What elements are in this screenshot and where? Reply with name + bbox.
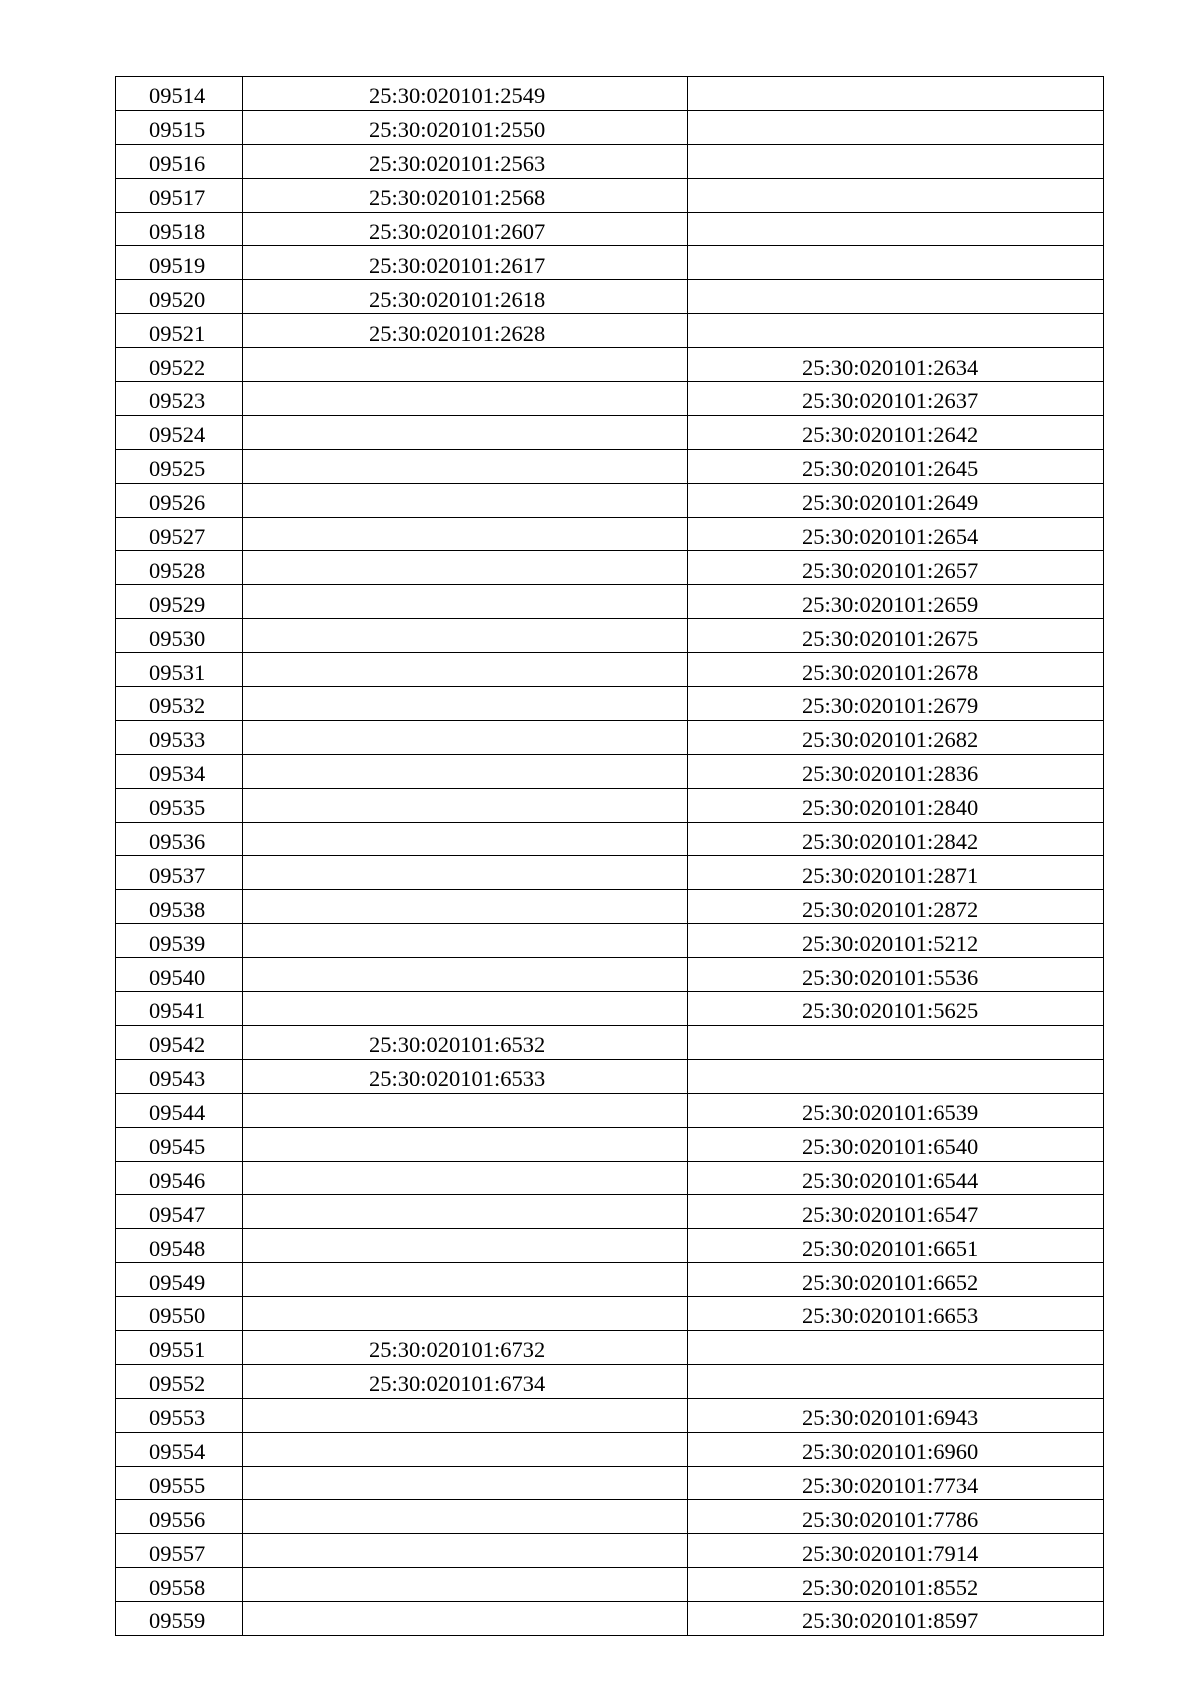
cadastral-number-cell-a bbox=[243, 1432, 688, 1466]
cadastral-number-cell-b bbox=[688, 1364, 1104, 1398]
cadastral-number-cell-a bbox=[243, 246, 688, 280]
cadastral-number-text-b: 25:30:020101:6540 bbox=[802, 1134, 979, 1159]
cadastral-number-cell-b bbox=[688, 246, 1104, 280]
row-number-text: 09547 bbox=[149, 1201, 206, 1227]
cadastral-number-cell-b bbox=[688, 754, 1104, 788]
row-number-text: 09531 bbox=[149, 659, 206, 685]
cadastral-number-text-b: 25:30:020101:2840 bbox=[802, 795, 979, 821]
cadastral-number-cell-b bbox=[688, 110, 1104, 144]
cadastral-number-cell-a bbox=[243, 890, 688, 924]
cadastral-number-cell-a bbox=[243, 1500, 688, 1534]
row-number-text: 09555 bbox=[149, 1472, 206, 1498]
cadastral-number-cell-b bbox=[688, 280, 1104, 314]
table-row bbox=[116, 1364, 1104, 1398]
cadastral-number-cell-a bbox=[243, 280, 688, 314]
cadastral-number-cell-a bbox=[243, 788, 688, 822]
table-row bbox=[116, 1263, 1104, 1297]
row-number-cell bbox=[116, 856, 243, 890]
table-row bbox=[116, 1297, 1104, 1331]
table-row bbox=[116, 1398, 1104, 1432]
table-row bbox=[116, 144, 1104, 178]
cadastral-number-cell-b bbox=[688, 77, 1104, 111]
cadastral-number-cell-a bbox=[243, 178, 688, 212]
cadastral-number-cell-b bbox=[688, 822, 1104, 856]
row-number-text: 09533 bbox=[149, 727, 206, 753]
cadastral-number-cell-b bbox=[688, 382, 1104, 416]
table-row bbox=[116, 212, 1104, 246]
cadastral-number-cell-b bbox=[688, 992, 1104, 1026]
cadastral-number-cell-b bbox=[688, 1127, 1104, 1161]
table-row bbox=[116, 1466, 1104, 1500]
row-number-text: 09514 bbox=[149, 83, 206, 109]
cadastral-number-cell-a bbox=[243, 1297, 688, 1331]
row-number-cell bbox=[116, 77, 243, 111]
row-number-text: 09548 bbox=[149, 1235, 206, 1261]
row-number-text: 09528 bbox=[149, 557, 206, 583]
table-row bbox=[116, 754, 1104, 788]
row-number-cell bbox=[116, 1093, 243, 1127]
row-number-text: 09553 bbox=[149, 1405, 206, 1431]
row-number-text: 09517 bbox=[149, 185, 206, 211]
cadastral-number-cell-a bbox=[243, 1466, 688, 1500]
cadastral-number-cell-a bbox=[243, 1127, 688, 1161]
cadastral-number-cell-b bbox=[688, 958, 1104, 992]
cadastral-number-text-b: 25:30:020101:2649 bbox=[802, 490, 979, 516]
cadastral-number-cell-a bbox=[243, 585, 688, 619]
cadastral-number-cell-b bbox=[688, 1025, 1104, 1059]
table-row bbox=[116, 1602, 1104, 1636]
cadastral-number-cell-b bbox=[688, 924, 1104, 958]
cadastral-number-cell-b bbox=[688, 551, 1104, 585]
table-row bbox=[116, 585, 1104, 619]
row-number-cell bbox=[116, 1025, 243, 1059]
table-row bbox=[116, 348, 1104, 382]
row-number-cell bbox=[116, 992, 243, 1026]
cadastral-number-cell-b bbox=[688, 1602, 1104, 1636]
cadastral-number-cell-b bbox=[688, 788, 1104, 822]
cadastral-number-cell-a bbox=[243, 1263, 688, 1297]
cadastral-number-text-b: 25:30:020101:7786 bbox=[802, 1506, 979, 1532]
cadastral-number-cell-a bbox=[243, 924, 688, 958]
row-number-cell bbox=[116, 551, 243, 585]
cadastral-number-text-a: 25:30:020101:2568 bbox=[369, 185, 546, 211]
cadastral-number-cell-b bbox=[688, 1093, 1104, 1127]
row-number-text: 09556 bbox=[149, 1506, 206, 1532]
cadastral-number-cell-a bbox=[243, 314, 688, 348]
row-number-text: 09539 bbox=[149, 930, 206, 956]
cadastral-number-text-b: 25:30:020101:7914 bbox=[802, 1540, 979, 1566]
cadastral-number-cell-b bbox=[688, 1398, 1104, 1432]
cadastral-number-text-b: 25:30:020101:6652 bbox=[802, 1269, 979, 1295]
cadastral-number-text-a: 25:30:020101:2618 bbox=[369, 286, 546, 312]
row-number-cell bbox=[116, 517, 243, 551]
row-number-cell bbox=[116, 1229, 243, 1263]
table-row bbox=[116, 1500, 1104, 1534]
table-row bbox=[116, 1195, 1104, 1229]
cadastral-number-text-b: 25:30:020101:8552 bbox=[802, 1574, 979, 1600]
table-row bbox=[116, 1534, 1104, 1568]
cadastral-number-cell-a bbox=[243, 382, 688, 416]
cadastral-number-text-a: 25:30:020101:2550 bbox=[369, 117, 546, 143]
table-row bbox=[116, 924, 1104, 958]
row-number-cell bbox=[116, 890, 243, 924]
row-number-cell bbox=[116, 1364, 243, 1398]
row-number-text: 09542 bbox=[149, 1032, 206, 1058]
cadastral-number-text-b: 25:30:020101:2682 bbox=[802, 727, 979, 753]
cadastral-number-cell-a bbox=[243, 1195, 688, 1229]
row-number-text: 09527 bbox=[149, 523, 206, 549]
cadastral-number-cell-b bbox=[688, 517, 1104, 551]
table-row bbox=[116, 551, 1104, 585]
row-number-text: 09523 bbox=[149, 388, 206, 414]
row-number-cell bbox=[116, 110, 243, 144]
cadastral-number-cell-b bbox=[688, 449, 1104, 483]
table-row bbox=[116, 110, 1104, 144]
cadastral-number-cell-a bbox=[243, 687, 688, 721]
table-row bbox=[116, 415, 1104, 449]
cadastral-number-text-b: 25:30:020101:6943 bbox=[802, 1405, 979, 1431]
cadastral-number-text-b: 25:30:020101:2836 bbox=[802, 761, 979, 787]
row-number-cell bbox=[116, 1059, 243, 1093]
cadastral-number-cell-a bbox=[243, 856, 688, 890]
table-row bbox=[116, 314, 1104, 348]
table-row bbox=[116, 246, 1104, 280]
table-row bbox=[116, 856, 1104, 890]
cadastral-number-cell-a bbox=[243, 720, 688, 754]
table-row bbox=[116, 653, 1104, 687]
table-row bbox=[116, 890, 1104, 924]
row-number-cell bbox=[116, 382, 243, 416]
row-number-text: 09534 bbox=[149, 761, 206, 787]
cadastral-number-text-b: 25:30:020101:6539 bbox=[802, 1100, 979, 1126]
row-number-cell bbox=[116, 1127, 243, 1161]
table-row bbox=[116, 822, 1104, 856]
cadastral-number-text-a: 25:30:020101:2628 bbox=[369, 320, 546, 346]
cadastral-number-text-b: 25:30:020101:2872 bbox=[802, 896, 979, 922]
row-number-cell bbox=[116, 1297, 243, 1331]
cadastral-number-cell-a bbox=[243, 551, 688, 585]
row-number-cell bbox=[116, 1466, 243, 1500]
cadastral-number-cell-a bbox=[243, 1025, 688, 1059]
row-number-text: 09552 bbox=[149, 1371, 206, 1397]
cadastral-table bbox=[115, 76, 1104, 1636]
row-number-cell bbox=[116, 1195, 243, 1229]
table-row bbox=[116, 517, 1104, 551]
cadastral-number-cell-b bbox=[688, 890, 1104, 924]
cadastral-number-text-a: 25:30:020101:2549 bbox=[369, 83, 546, 109]
row-number-text: 09515 bbox=[149, 117, 206, 143]
cadastral-number-text-b: 25:30:020101:2637 bbox=[802, 388, 979, 414]
cadastral-number-cell-b bbox=[688, 415, 1104, 449]
row-number-text: 09525 bbox=[149, 456, 206, 482]
cadastral-number-cell-a bbox=[243, 1161, 688, 1195]
row-number-cell bbox=[116, 348, 243, 382]
row-number-text: 09536 bbox=[149, 828, 206, 854]
cadastral-number-text-b: 25:30:020101:2679 bbox=[802, 693, 979, 719]
row-number-cell bbox=[116, 924, 243, 958]
table-row bbox=[116, 178, 1104, 212]
table-row bbox=[116, 1127, 1104, 1161]
cadastral-number-cell-b bbox=[688, 1432, 1104, 1466]
cadastral-number-cell-b bbox=[688, 1263, 1104, 1297]
cadastral-number-text-a: 25:30:020101:6533 bbox=[369, 1066, 546, 1092]
cadastral-number-text-b: 25:30:020101:2634 bbox=[802, 354, 979, 380]
table-row bbox=[116, 788, 1104, 822]
cadastral-number-cell-b bbox=[688, 348, 1104, 382]
cadastral-number-cell-b bbox=[688, 1330, 1104, 1364]
row-number-text: 09551 bbox=[149, 1337, 206, 1363]
cadastral-number-text-b: 25:30:020101:8597 bbox=[802, 1608, 979, 1634]
cadastral-number-cell-a bbox=[243, 483, 688, 517]
cadastral-number-text-b: 25:30:020101:2657 bbox=[802, 557, 979, 583]
cadastral-number-cell-b bbox=[688, 483, 1104, 517]
cadastral-number-cell-a bbox=[243, 144, 688, 178]
cadastral-number-text-a: 25:30:020101:6732 bbox=[369, 1337, 546, 1363]
cadastral-number-cell-a bbox=[243, 1364, 688, 1398]
row-number-text: 09544 bbox=[149, 1100, 206, 1126]
cadastral-number-cell-b bbox=[688, 1534, 1104, 1568]
cadastral-number-cell-a bbox=[243, 212, 688, 246]
cadastral-number-cell-b bbox=[688, 720, 1104, 754]
row-number-cell bbox=[116, 1398, 243, 1432]
cadastral-number-cell-b bbox=[688, 1568, 1104, 1602]
row-number-text: 09541 bbox=[149, 998, 206, 1024]
cadastral-number-text-b: 25:30:020101:6547 bbox=[802, 1201, 979, 1227]
cadastral-number-text-b: 25:30:020101:7734 bbox=[802, 1472, 979, 1498]
cadastral-number-cell-a bbox=[243, 77, 688, 111]
table-row bbox=[116, 280, 1104, 314]
row-number-cell bbox=[116, 144, 243, 178]
row-number-text: 09550 bbox=[149, 1303, 206, 1329]
cadastral-number-cell-b bbox=[688, 653, 1104, 687]
cadastral-number-cell-a bbox=[243, 653, 688, 687]
table-row bbox=[116, 958, 1104, 992]
row-number-text: 09522 bbox=[149, 354, 206, 380]
cadastral-number-text-b: 25:30:020101:2675 bbox=[802, 625, 979, 651]
table-row bbox=[116, 720, 1104, 754]
row-number-text: 09524 bbox=[149, 422, 206, 448]
row-number-text: 09540 bbox=[149, 964, 206, 990]
table-row bbox=[116, 1229, 1104, 1263]
row-number-text: 09549 bbox=[149, 1269, 206, 1295]
cadastral-number-cell-a bbox=[243, 1534, 688, 1568]
cadastral-number-text-b: 25:30:020101:5536 bbox=[802, 964, 979, 990]
cadastral-number-cell-a bbox=[243, 1330, 688, 1364]
row-number-text: 09530 bbox=[149, 625, 206, 651]
row-number-cell bbox=[116, 958, 243, 992]
row-number-text: 09526 bbox=[149, 490, 206, 516]
cadastral-number-cell-a bbox=[243, 992, 688, 1026]
row-number-text: 09557 bbox=[149, 1540, 206, 1566]
row-number-text: 09529 bbox=[149, 591, 206, 617]
row-number-cell bbox=[116, 585, 243, 619]
row-number-cell bbox=[116, 483, 243, 517]
table-row bbox=[116, 483, 1104, 517]
cadastral-number-text-b: 25:30:020101:6960 bbox=[802, 1439, 979, 1465]
row-number-cell bbox=[116, 653, 243, 687]
cadastral-number-text-b: 25:30:020101:6544 bbox=[802, 1167, 979, 1193]
table-row bbox=[116, 1161, 1104, 1195]
row-number-text: 09546 bbox=[149, 1167, 206, 1193]
cadastral-number-text-b: 25:30:020101:5625 bbox=[802, 998, 979, 1024]
cadastral-number-cell-b bbox=[688, 619, 1104, 653]
cadastral-number-cell-b bbox=[688, 212, 1104, 246]
row-number-cell bbox=[116, 246, 243, 280]
row-number-cell bbox=[116, 178, 243, 212]
cadastral-number-cell-a bbox=[243, 1093, 688, 1127]
cadastral-number-text-a: 25:30:020101:6532 bbox=[369, 1032, 546, 1058]
table-row bbox=[116, 1059, 1104, 1093]
cadastral-number-cell-b bbox=[688, 687, 1104, 721]
row-number-cell bbox=[116, 1602, 243, 1636]
row-number-cell bbox=[116, 1263, 243, 1297]
row-number-cell bbox=[116, 619, 243, 653]
table-row bbox=[116, 449, 1104, 483]
cadastral-number-text-b: 25:30:020101:6651 bbox=[802, 1235, 979, 1261]
cadastral-number-cell-b bbox=[688, 1229, 1104, 1263]
table-row bbox=[116, 687, 1104, 721]
row-number-cell bbox=[116, 1534, 243, 1568]
table-row bbox=[116, 992, 1104, 1026]
table-row bbox=[116, 1093, 1104, 1127]
row-number-text: 09518 bbox=[149, 218, 206, 244]
cadastral-number-cell-a bbox=[243, 449, 688, 483]
cadastral-number-cell-a bbox=[243, 110, 688, 144]
cadastral-number-cell-b bbox=[688, 178, 1104, 212]
cadastral-number-text-b: 25:30:020101:2654 bbox=[802, 523, 979, 549]
row-number-cell bbox=[116, 1161, 243, 1195]
cadastral-number-cell-b bbox=[688, 1059, 1104, 1093]
row-number-cell bbox=[116, 788, 243, 822]
cadastral-number-cell-a bbox=[243, 619, 688, 653]
cadastral-number-cell-a bbox=[243, 958, 688, 992]
row-number-text: 09516 bbox=[149, 151, 206, 177]
row-number-text: 09535 bbox=[149, 795, 206, 821]
row-number-text: 09537 bbox=[149, 862, 206, 888]
row-number-text: 09558 bbox=[149, 1574, 206, 1600]
cadastral-number-cell-a bbox=[243, 1229, 688, 1263]
row-number-cell bbox=[116, 415, 243, 449]
cadastral-number-cell-b bbox=[688, 1466, 1104, 1500]
cadastral-number-cell-a bbox=[243, 348, 688, 382]
cadastral-number-text-a: 25:30:020101:6734 bbox=[369, 1371, 546, 1397]
row-number-text: 09519 bbox=[149, 252, 206, 278]
cadastral-number-text-b: 25:30:020101:6653 bbox=[802, 1303, 979, 1329]
row-number-text: 09559 bbox=[149, 1608, 206, 1634]
cadastral-number-cell-b bbox=[688, 144, 1104, 178]
row-number-text: 09545 bbox=[149, 1134, 206, 1159]
table-row bbox=[116, 1568, 1104, 1602]
cadastral-number-text-b: 25:30:020101:2842 bbox=[802, 828, 979, 854]
cadastral-number-cell-b bbox=[688, 1195, 1104, 1229]
row-number-cell bbox=[116, 1568, 243, 1602]
row-number-cell bbox=[116, 1330, 243, 1364]
cadastral-number-text-b: 25:30:020101:2678 bbox=[802, 659, 979, 685]
row-number-cell bbox=[116, 212, 243, 246]
cadastral-number-text-a: 25:30:020101:2607 bbox=[369, 218, 546, 244]
cadastral-number-text-a: 25:30:020101:2617 bbox=[369, 252, 546, 278]
cadastral-number-cell-b bbox=[688, 585, 1104, 619]
cadastral-number-cell-b bbox=[688, 314, 1104, 348]
row-number-text: 09538 bbox=[149, 896, 206, 922]
table-row bbox=[116, 1025, 1104, 1059]
cadastral-number-text-b: 25:30:020101:5212 bbox=[802, 930, 979, 956]
table-body bbox=[116, 77, 1104, 1636]
cadastral-number-cell-a bbox=[243, 517, 688, 551]
row-number-cell bbox=[116, 280, 243, 314]
row-number-cell bbox=[116, 822, 243, 856]
row-number-cell bbox=[116, 449, 243, 483]
row-number-cell bbox=[116, 754, 243, 788]
cadastral-number-text-b: 25:30:020101:2659 bbox=[802, 591, 979, 617]
table-row bbox=[116, 77, 1104, 111]
row-number-cell bbox=[116, 314, 243, 348]
row-number-text: 09521 bbox=[149, 320, 206, 346]
table-row bbox=[116, 619, 1104, 653]
table-row bbox=[116, 1330, 1104, 1364]
cadastral-number-cell-b bbox=[688, 1297, 1104, 1331]
cadastral-number-text-b: 25:30:020101:2645 bbox=[802, 456, 979, 482]
cadastral-number-cell-b bbox=[688, 1500, 1104, 1534]
cadastral-number-cell-a bbox=[243, 1568, 688, 1602]
row-number-text: 09543 bbox=[149, 1066, 206, 1092]
cadastral-number-cell-b bbox=[688, 856, 1104, 890]
cadastral-number-cell-a bbox=[243, 1059, 688, 1093]
cadastral-number-cell-a bbox=[243, 754, 688, 788]
table-row bbox=[116, 1432, 1104, 1466]
cadastral-number-cell-a bbox=[243, 415, 688, 449]
row-number-cell bbox=[116, 720, 243, 754]
row-number-text: 09520 bbox=[149, 286, 206, 312]
row-number-text: 09532 bbox=[149, 693, 206, 719]
cadastral-number-cell-a bbox=[243, 1602, 688, 1636]
cadastral-number-cell-a bbox=[243, 822, 688, 856]
cadastral-number-cell-b bbox=[688, 1161, 1104, 1195]
cadastral-number-text-b: 25:30:020101:2871 bbox=[802, 862, 979, 888]
row-number-cell bbox=[116, 1432, 243, 1466]
cadastral-number-cell-a bbox=[243, 1398, 688, 1432]
table-row bbox=[116, 382, 1104, 416]
row-number-text: 09554 bbox=[149, 1439, 206, 1465]
cadastral-number-text-b: 25:30:020101:2642 bbox=[802, 422, 979, 448]
cadastral-number-text-a: 25:30:020101:2563 bbox=[369, 151, 546, 177]
row-number-cell bbox=[116, 687, 243, 721]
row-number-cell bbox=[116, 1500, 243, 1534]
